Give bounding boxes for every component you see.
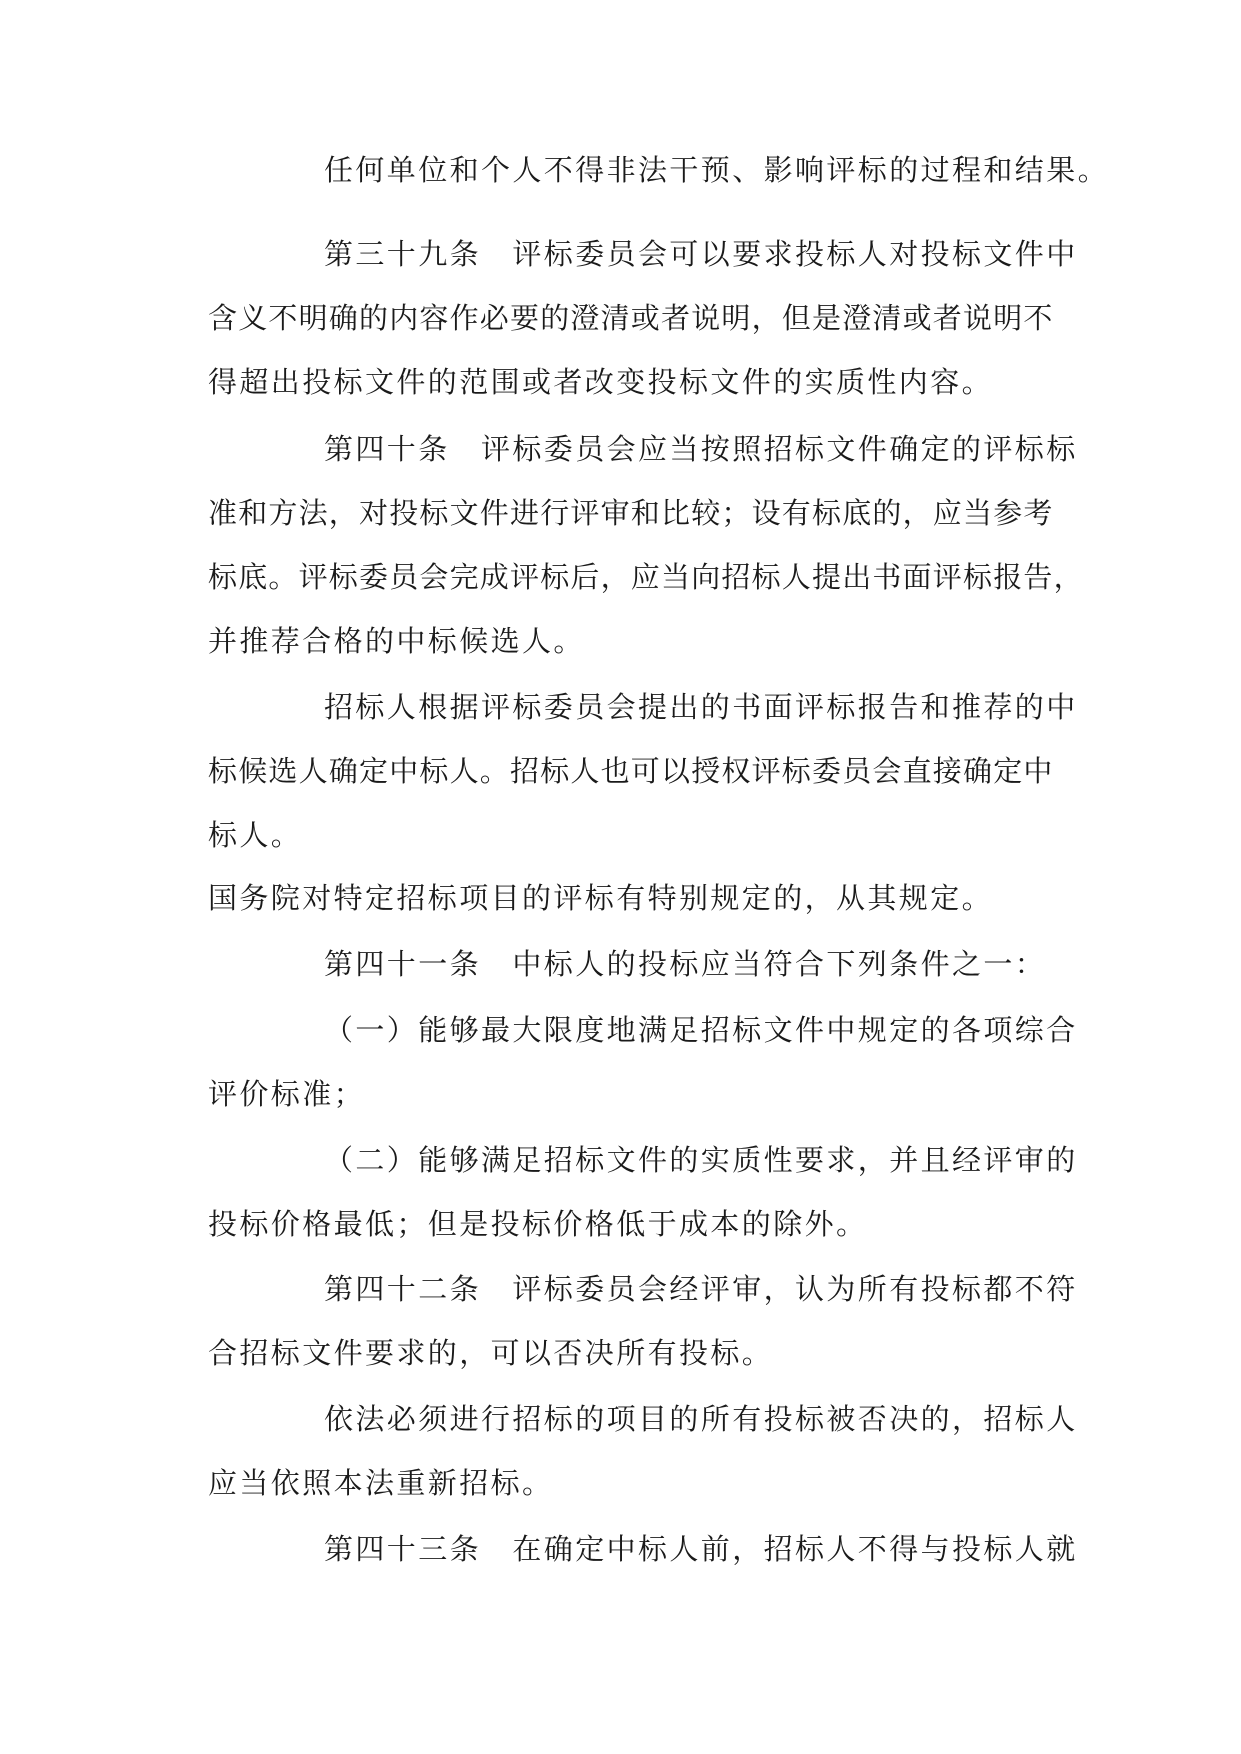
text-line: 投标价格最低；但是投标价格低于成本的除外。 (208, 1207, 868, 1241)
text-line: 并推荐合格的中标候选人。 (208, 624, 585, 658)
list-item-2-line: （二）能够满足招标文件的实质性要求，并且经评审的 (324, 1143, 1078, 1177)
text-line: 合招标文件要求的，可以否决所有投标。 (208, 1336, 774, 1370)
text-line: 国务院对特定招标项目的评标有特别规定的，从其规定。 (208, 881, 994, 915)
text-line: 准和方法，对投标文件进行评审和比较；设有标底的，应当参考 (208, 496, 1054, 530)
list-item-1-line: （一）能够最大限度地满足招标文件中规定的各项综合 (324, 1013, 1078, 1047)
article-40-heading-line: 第四十条 评标委员会应当按照招标文件确定的评标标 (324, 432, 1078, 466)
text-line: 含义不明确的内容作必要的澄清或者说明，但是澄清或者说明不 (208, 301, 1054, 335)
text-line: 标底。评标委员会完成评标后，应当向招标人提出书面评标报告， (208, 560, 1084, 594)
article-43-heading-line: 第四十三条 在确定中标人前，招标人不得与投标人就 (324, 1532, 1078, 1566)
text-line: 任何单位和个人不得非法干预、影响评标的过程和结果。 (324, 153, 1110, 187)
text-line: 标人。 (208, 818, 303, 852)
text-line: 标候选人确定中标人。招标人也可以授权评标委员会直接确定中 (208, 754, 1054, 788)
text-line: 依法必须进行招标的项目的所有投标被否决的，招标人 (324, 1402, 1078, 1436)
article-39-heading-line: 第三十九条 评标委员会可以要求投标人对投标文件中 (324, 237, 1078, 271)
text-line: 评价标准； (208, 1077, 366, 1111)
article-41-heading-line: 第四十一条 中标人的投标应当符合下列条件之一： (324, 947, 1047, 981)
text-line: 应当依照本法重新招标。 (208, 1466, 554, 1500)
text-line: 招标人根据评标委员会提出的书面评标报告和推荐的中 (324, 690, 1078, 724)
text-line: 得超出投标文件的范围或者改变投标文件的实质性内容。 (208, 365, 994, 399)
article-42-heading-line: 第四十二条 评标委员会经评审，认为所有投标都不符 (324, 1272, 1078, 1306)
